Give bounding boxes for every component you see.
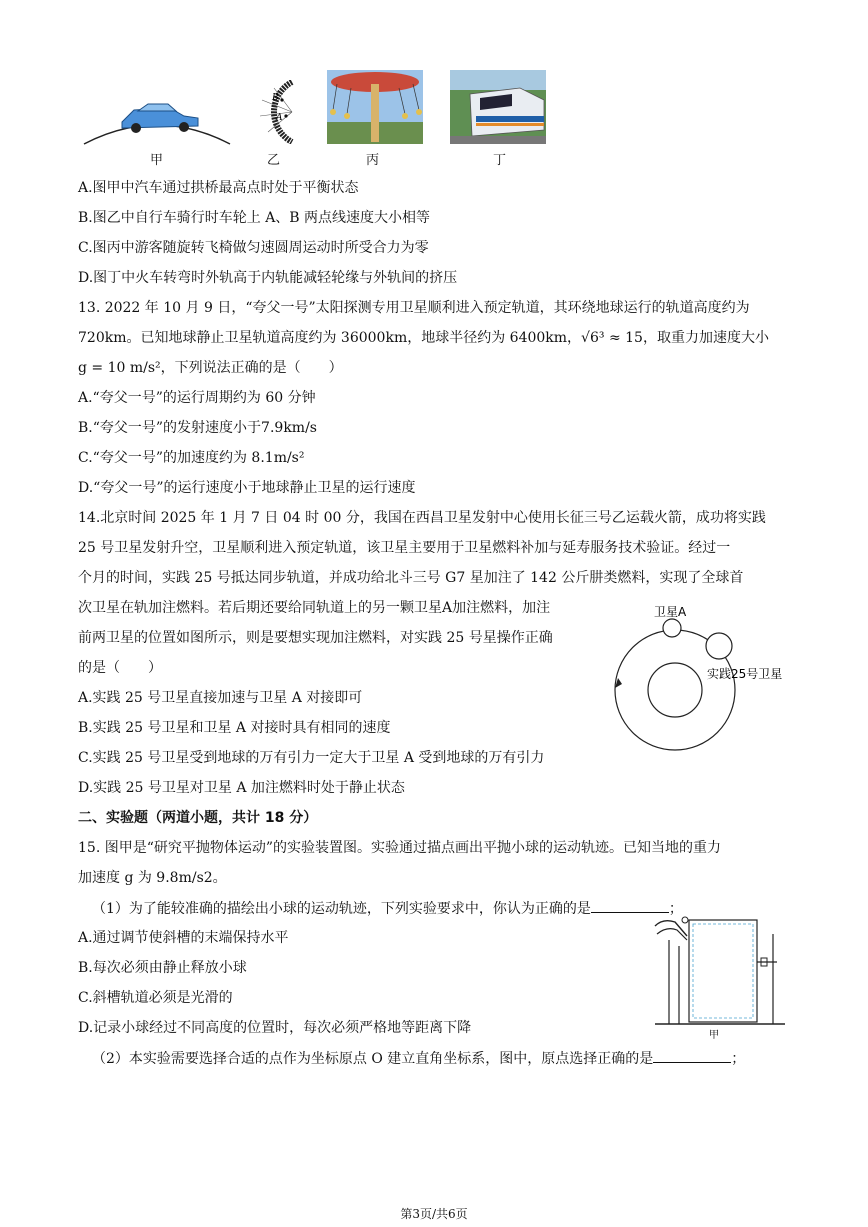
figure-caption-yi: 乙 (267, 153, 281, 168)
q12-option-c: C.图丙中游客随旋转飞椅做匀速圆周运动时所受合力为零 (78, 240, 429, 256)
q15-sub1-end: ； (668, 901, 683, 917)
q14-option-d: D.实践 25 号卫星对卫星 A 加注燃料时处于静止状态 (78, 780, 405, 796)
q15-sub2-end: ； (731, 1051, 746, 1067)
figure-caption-jia: 甲 (150, 153, 164, 168)
q15-option-a: A.通过调节使斜槽的末端保持水平 (78, 930, 289, 946)
projectile-apparatus-diagram (645, 906, 795, 1040)
q15-sub2-text: （2）本实验需要选择合适的点作为坐标原点 O 建立直角坐标系，图中，原点选择正确的是 (92, 1051, 654, 1067)
q15-sub1-text: （1）为了能较准确的描绘出小球的运动轨迹，下列实验要求中，你认为正确的是 (92, 901, 591, 917)
q14-stem-line1: 14.北京时间 2025 年 1 月 7 日 04 时 00 分，我国在西昌卫星发射中心使用长征三号乙运载火箭，成功将实践 (78, 510, 766, 526)
q13-stem-line2: 720km。已知地球静止卫星轨道高度约为 36000km，地球半径约为 6400km，√6³ ≈ 15，取重力加速度大小 (78, 330, 769, 346)
bicycle-wheel-image (250, 80, 300, 144)
q13-option-b: B.“夸父一号”的发射速度小于7.9km/s (78, 420, 317, 436)
q14-stem-line3: 个月的时间，实践 25 号抵达同步轨道，并成功给北斗三号 G7 星加注了 142 公斤肼类燃料，实现了全球首 (78, 570, 744, 586)
q14-option-b: B.实践 25 号卫星和卫星 A 对接时具有相同的速度 (78, 720, 391, 736)
q13-option-a: A.“夸父一号”的运行周期约为 60 分钟 (78, 390, 316, 406)
q13-stem-line3: g = 10 m/s²，下列说法正确的是（ ） (78, 360, 343, 376)
wheel-point-a-label: A (276, 113, 283, 123)
q15-sub2-line (92, 1048, 745, 1069)
page-footer: 第3页/共6页 (400, 1207, 468, 1221)
q12-option-b: B.图乙中自行车骑行时车轮上 A、B 两点线速度大小相等 (78, 210, 431, 226)
q14-stem-line4: 次卫星在轨加注燃料。若后期还要给同轨道上的另一颗卫星A加注燃料，加注 (78, 600, 551, 616)
figure-caption-bing: 丙 (366, 153, 380, 168)
q12-option-d: D.图丁中火车转弯时外轨高于内轨能减轻轮缘与外轨间的挤压 (78, 270, 458, 286)
satellite-shijian25-label: 实践25号卫星 (707, 667, 783, 681)
q14-stem-line6: 的是（ ） (78, 660, 162, 676)
q15-option-b: B.每次必须由静止释放小球 (78, 960, 247, 976)
satellite-shijian25 (706, 633, 732, 659)
car-on-bridge-image (82, 96, 232, 146)
satellite-a (663, 619, 681, 637)
q14-stem-line2: 25 号卫星发射升空，卫星顺利进入预定轨道，该卫星主要用于卫星燃料补加与延寿服务技术验证。经过一 (78, 540, 731, 556)
q15-stem-line1: 15. 图甲是“研究平抛物体运动”的实验装置图。实验通过描点画出平抛小球的运动轨迹。已知当地的重力 (78, 840, 722, 856)
figure-caption-ding: 丁 (493, 153, 507, 168)
q13-option-c: C.“夸父一号”的加速度约为 8.1m/s² (78, 450, 305, 466)
q13-stem-line1: 13. 2022 年 10 月 9 日，“夸父一号”太阳探测专用卫星顺利进入预定轨道，其环绕地球运行的轨道高度约为 (78, 300, 750, 316)
q15-sub1-line (92, 898, 683, 919)
section-heading: 二、实验题（两道小题，共计 18 分） (78, 810, 318, 826)
q14-option-c: C.实践 25 号卫星受到地球的万有引力一定大于卫星 A 受到地球的万有引力 (78, 750, 545, 766)
orbit-diagram (604, 598, 804, 758)
apparatus-figure-label: 甲 (709, 1030, 719, 1040)
swing-ride-image (327, 70, 423, 144)
satellite-a-label: 卫星A (654, 605, 687, 619)
wheel-point-b-label: B (272, 93, 279, 103)
train-image (450, 70, 546, 144)
q14-option-a: A.实践 25 号卫星直接加速与卫星 A 对接即可 (78, 690, 363, 706)
q15-option-c: C.斜槽轨道必须是光滑的 (78, 990, 233, 1006)
q15-sub2-answer-blank[interactable] (653, 1048, 731, 1063)
q13-option-d: D.“夸父一号”的运行速度小于地球静止卫星的运行速度 (78, 480, 416, 496)
q12-option-a: A.图甲中汽车通过拱桥最高点时处于平衡状态 (78, 180, 359, 196)
q15-stem-line2: 加速度 g 为 9.8m/s2。 (78, 870, 227, 886)
q14-stem-line5: 前两卫星的位置如图所示，则是要想实现加注燃料，对实践 25 号星操作正确 (78, 630, 553, 646)
q15-option-d: D.记录小球经过不同高度的位置时，每次必须严格地等距离下降 (78, 1020, 472, 1036)
